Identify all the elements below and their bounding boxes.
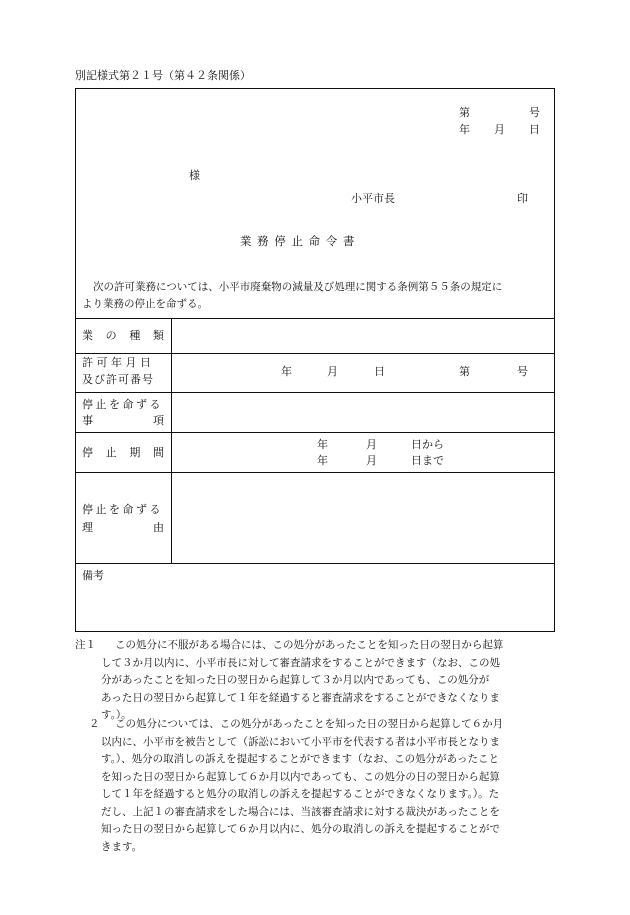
period-from-nen: 年 <box>317 438 328 451</box>
label-permit-line2: 及び許可番号 <box>82 373 154 386</box>
label-remarks: 備考 <box>82 569 104 582</box>
period-until-tsuki: 月 <box>366 454 377 467</box>
note2-line: きます。 <box>101 840 143 853</box>
label-char: 停 <box>82 446 93 459</box>
row-divider <box>76 318 554 319</box>
permit-dai: 第 <box>459 365 470 378</box>
header-tsuki: 月 <box>494 123 505 136</box>
form-number: 別記様式第２１号（第４２条関係） <box>75 69 251 82</box>
note2-line: して１年を経過すると処分の取消しの訴えを提起することができなくなります。）。た <box>101 788 500 800</box>
permit-nen: 年 <box>281 365 292 378</box>
note1-line: 分があったことを知った日の翌日から起算して３か月以内であっても、この処分が <box>101 674 490 686</box>
document-title: 業 務 停 止 命 令 書 <box>240 234 356 248</box>
note1-line: この処分に不服がある場合には、この処分があったことを知った日の翌日から起算 <box>115 639 504 651</box>
label-char: 種 <box>129 329 141 342</box>
note2-line: この処分については、この処分があったことを知った日の翌日から起算して６か月 <box>115 718 504 730</box>
permit-go: 号 <box>517 365 528 378</box>
form-frame <box>75 88 555 632</box>
label-char: 類 <box>152 329 164 342</box>
label-char: 期 <box>129 446 141 459</box>
header-dai: 第 <box>459 106 470 119</box>
permit-hi: 日 <box>374 365 385 378</box>
column-divider <box>171 318 172 563</box>
header-go: 号 <box>529 106 540 119</box>
label-char: 業 <box>82 329 93 342</box>
note2-marker: ２ <box>89 718 100 730</box>
label-char: 由 <box>153 521 164 534</box>
row-divider <box>76 472 554 473</box>
label-permit-line1: 許可年月日 <box>82 356 155 369</box>
note1-marker: 注１ <box>75 639 96 651</box>
label-char: 項 <box>153 414 164 427</box>
row-divider <box>76 392 554 393</box>
note1-line: あった日の翌日から起算して１年を経過すると審査請求をすることができなくなりま <box>101 691 500 704</box>
period-until-label: 日まで <box>411 454 444 467</box>
seal-mark: 印 <box>517 192 528 205</box>
label-matters-line2 <box>82 415 164 426</box>
label-matters-line1: 停止を命ずる <box>82 398 163 411</box>
note2-line: 以内に、小平市を被告として（訴訟において小平市を代表する者は小平市長となりま <box>101 735 500 748</box>
row-divider <box>76 563 554 564</box>
note2-line: す。）、処分の取消しの訴えを提起することができます（なお、この処分があったこと <box>101 753 500 765</box>
label-char: の <box>105 329 117 342</box>
period-from-tsuki: 月 <box>366 438 377 451</box>
note1-line: して３か月以内に、小平市長に対して審査請求をすることができます（なお、この処 <box>101 656 500 669</box>
label-char: 理 <box>82 521 93 534</box>
note2-line: を知った日の翌日から起算して６か月以内であっても、この処分の日の翌日から起算 <box>101 770 500 783</box>
label-reason-line1: 停止を命ずる <box>82 503 163 516</box>
header-nen: 年 <box>459 123 470 136</box>
note2-line: 知った日の翌日から起算して６か月以内に、処分の取消しの訴えを提起することがで <box>101 823 500 835</box>
period-until-nen: 年 <box>317 454 328 467</box>
row-divider <box>76 432 554 433</box>
note2-line: だし、上記１の審査請求をした場合には、当該審査請求に対する裁決があったことを <box>101 805 500 818</box>
note1-line: す。）。 <box>101 709 132 721</box>
label-reason-line2 <box>82 522 164 533</box>
permit-tsuki: 月 <box>327 365 338 378</box>
body-line-2: より業務の停止を命ずる。 <box>82 298 208 310</box>
body-line-1: 次の許可業務については、小平市廃棄物の減量及び処理に関する条例第５５条の規定に <box>93 281 503 293</box>
label-business-type <box>82 330 164 341</box>
period-from-label: 日から <box>411 438 444 451</box>
addressee-suffix: 様 <box>189 169 200 182</box>
label-char: 間 <box>152 446 164 459</box>
row-divider <box>76 353 554 354</box>
label-char: 止 <box>105 446 117 459</box>
header-hi: 日 <box>529 123 540 136</box>
issuer: 小平市長 <box>351 192 395 205</box>
label-char: 事 <box>82 414 93 427</box>
label-period <box>82 447 164 458</box>
